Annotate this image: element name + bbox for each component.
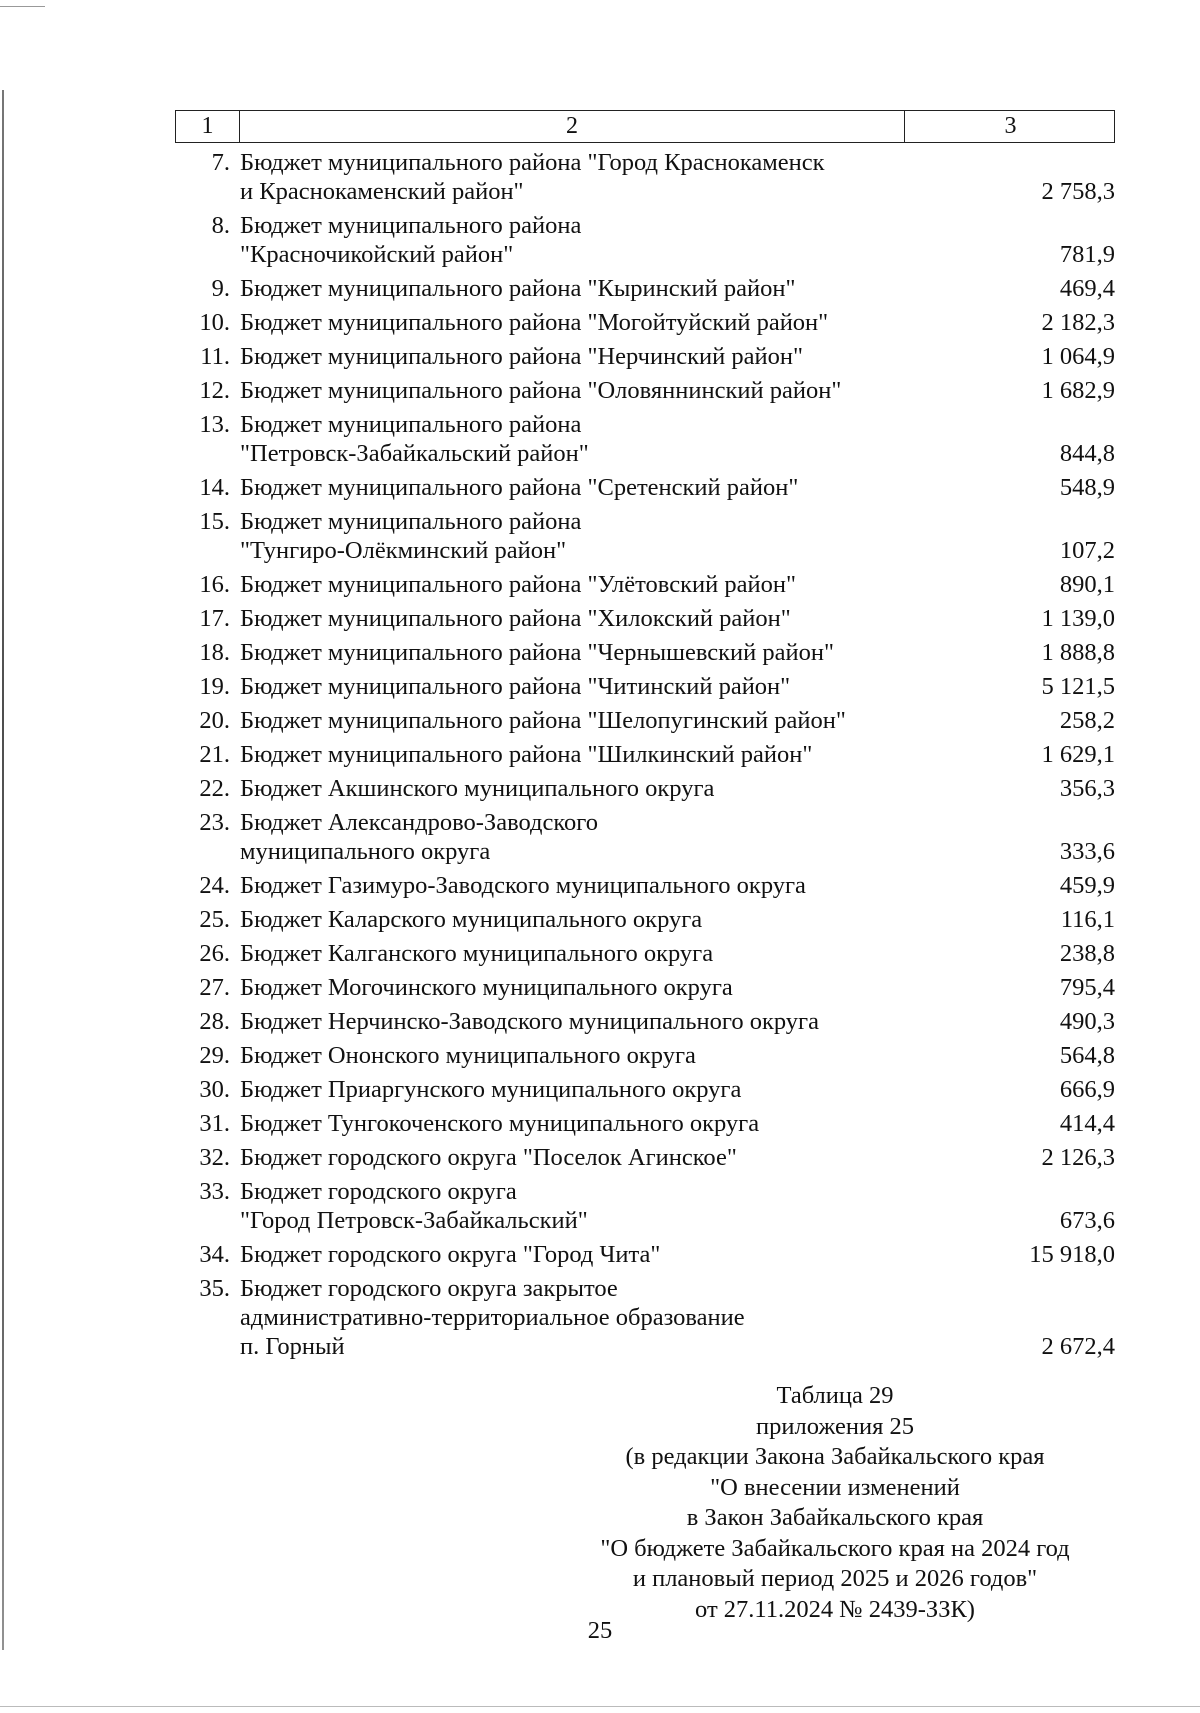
header-col-2: 2: [239, 111, 904, 142]
row-number: 31.: [199, 1110, 230, 1137]
row-name: Бюджет муниципального района "Улётовский район": [240, 571, 796, 598]
table-header: [175, 110, 1115, 143]
caption-line: от 27.11.2024 № 2439-ЗЗК): [695, 1595, 975, 1623]
row-name: Бюджет Александрово-Заводского муниципального округа: [240, 809, 598, 865]
row-value: 258,2: [1059, 707, 1115, 734]
row-value: 2 182,3: [1041, 309, 1115, 336]
row-number: 25.: [199, 906, 230, 933]
row-value: 107,2: [1059, 537, 1115, 564]
caption-line: "О бюджете Забайкальского края на 2024 год: [600, 1534, 1070, 1562]
table-row: [175, 1177, 1115, 1235]
row-number: 14.: [199, 474, 230, 501]
row-name: Бюджет муниципального района "Шилкинский район": [240, 741, 813, 768]
row-value: 890,1: [1059, 571, 1115, 598]
row-value: 844,8: [1059, 440, 1115, 467]
row-value: 781,9: [1059, 241, 1115, 268]
row-value: 5 121,5: [1041, 673, 1115, 700]
page-number: 25: [587, 1617, 613, 1644]
row-number: 13.: [199, 411, 230, 438]
table-row: [175, 808, 1115, 866]
row-value: 116,1: [1060, 906, 1115, 933]
row-number: 7.: [211, 149, 230, 176]
table-row: [175, 672, 1115, 701]
row-number: 30.: [199, 1076, 230, 1103]
row-number: 11.: [200, 343, 230, 370]
row-name: Бюджет муниципального района "Могойтуйский район": [240, 309, 829, 336]
row-value: 459,9: [1059, 872, 1115, 899]
row-number: 16.: [199, 571, 230, 598]
row-name: Бюджет Каларского муниципального округа: [240, 906, 703, 933]
table-row: [175, 473, 1115, 502]
row-value: 414,4: [1059, 1110, 1115, 1137]
table-row: [175, 973, 1115, 1002]
row-number: 34.: [199, 1241, 230, 1268]
row-value: 673,6: [1059, 1207, 1115, 1234]
row-name: Бюджет муниципального района "Петровск-Забайкальский район": [240, 411, 589, 467]
row-name: Бюджет муниципального района "Сретенский район": [240, 474, 799, 501]
row-name: Бюджет Могочинского муниципального округа: [240, 974, 733, 1001]
row-value: 333,6: [1059, 838, 1115, 865]
row-value: 1 629,1: [1041, 741, 1115, 768]
table-row: [175, 507, 1115, 565]
table-row: [175, 308, 1115, 337]
row-name: Бюджет муниципального района "Шелопугинский район": [240, 707, 846, 734]
table-row: [175, 1041, 1115, 1070]
row-name: Бюджет муниципального района "Чернышевский район": [240, 639, 834, 666]
row-number: 28.: [199, 1008, 230, 1035]
caption-line: (в редакции Закона Забайкальского края: [625, 1443, 1045, 1470]
table-row: [175, 871, 1115, 900]
caption-line: и плановый период 2025 и 2026 годов": [632, 1565, 1038, 1592]
row-name: Бюджет городского округа "Поселок Агинское": [240, 1144, 737, 1171]
row-name: Бюджет городского округа "Город Чита": [240, 1241, 661, 1268]
row-number: 8.: [211, 212, 230, 239]
row-name: Бюджет Тунгокоченского муниципального округа: [240, 1110, 760, 1137]
row-name: Бюджет Калганского муниципального округа: [240, 940, 714, 967]
row-name: Бюджет Акшинского муниципального округа: [240, 775, 715, 802]
table-row: [175, 1240, 1115, 1269]
row-number: 24.: [199, 872, 230, 899]
row-name: Бюджет Приаргунского муниципального округа: [240, 1076, 742, 1103]
table-row: [175, 740, 1115, 769]
row-number: 20.: [199, 707, 230, 734]
table-row: [175, 774, 1115, 803]
row-name: Бюджет городского округа закрытое административно-территориальное образование п. Горный: [240, 1275, 745, 1360]
scan-edge-bottom: [0, 1706, 1200, 1707]
table-row: [175, 638, 1115, 667]
table-row: [175, 604, 1115, 633]
row-name: Бюджет муниципального района "Кыринский район": [240, 275, 796, 302]
table-row: [175, 410, 1115, 468]
table-row: [175, 1109, 1115, 1138]
row-number: 21.: [199, 741, 230, 768]
row-value: 2 672,4: [1041, 1333, 1115, 1360]
row-number: 10.: [199, 309, 230, 336]
row-value: 1 139,0: [1041, 605, 1115, 632]
row-value: 356,3: [1059, 775, 1115, 802]
row-number: 27.: [199, 974, 230, 1001]
table-row: [175, 376, 1115, 405]
row-number: 23.: [199, 809, 230, 836]
row-number: 17.: [199, 605, 230, 632]
budget-table-body: [175, 148, 1115, 1366]
row-name: Бюджет муниципального района "Красночикойский район": [240, 212, 582, 268]
row-value: 2 126,3: [1041, 1144, 1115, 1171]
row-name: Бюджет городского округа "Город Петровск-Забайкальский": [240, 1178, 588, 1234]
table-row: [175, 570, 1115, 599]
caption-line: приложения 25: [756, 1412, 914, 1440]
caption-line: Таблица 29: [776, 1382, 894, 1409]
row-value: 548,9: [1059, 474, 1115, 501]
caption-line: "О внесении изменений: [710, 1473, 960, 1501]
row-value: 1 888,8: [1041, 639, 1115, 666]
row-number: 33.: [199, 1178, 230, 1205]
row-value: 490,3: [1059, 1008, 1115, 1035]
scan-edge-top: [0, 6, 45, 7]
row-name: Бюджет муниципального района "Тунгиро-Олёкминский район": [240, 508, 582, 564]
table-row: [175, 148, 1115, 206]
row-value: 469,4: [1059, 275, 1115, 302]
table-row: [175, 1007, 1115, 1036]
table-row: [175, 706, 1115, 735]
table-row: [175, 905, 1115, 934]
table-row: [175, 1075, 1115, 1104]
table-row: [175, 211, 1115, 269]
row-value: 15 918,0: [1029, 1241, 1115, 1268]
table-row: [175, 1143, 1115, 1172]
row-number: 18.: [199, 639, 230, 666]
row-name: Бюджет муниципального района "Нерчинский район": [240, 343, 803, 370]
table-row: [175, 274, 1115, 303]
row-number: 19.: [199, 673, 230, 700]
row-number: 26.: [199, 940, 230, 967]
row-value: 666,9: [1059, 1076, 1115, 1103]
row-number: 32.: [199, 1144, 230, 1171]
row-number: 15.: [199, 508, 230, 535]
row-number: 35.: [199, 1275, 230, 1302]
row-name: Бюджет муниципального района "Оловяннинский район": [240, 377, 842, 404]
caption-line: в Закон Забайкальского края: [686, 1504, 984, 1531]
header-col-3: 3: [904, 111, 1116, 142]
table-caption: [600, 1381, 1070, 1625]
table-row: [175, 342, 1115, 371]
scan-edge-left: [2, 90, 4, 1650]
row-number: 29.: [199, 1042, 230, 1069]
table-row: [175, 939, 1115, 968]
row-value: 564,8: [1059, 1042, 1115, 1069]
row-number: 22.: [199, 775, 230, 802]
row-value: 795,4: [1059, 974, 1115, 1001]
table-row: [175, 1274, 1115, 1361]
row-name: Бюджет муниципального района "Читинский район": [240, 673, 791, 700]
row-value: 1 682,9: [1041, 377, 1115, 404]
row-number: 9.: [211, 275, 230, 302]
header-col-1: 1: [201, 113, 214, 139]
row-number: 12.: [199, 377, 230, 404]
row-name: Бюджет Газимуро-Заводского муниципального округа: [240, 872, 806, 899]
row-name: Бюджет Нерчинско-Заводского муниципального округа: [240, 1008, 819, 1035]
row-value: 238,8: [1059, 940, 1115, 967]
row-value: 2 758,3: [1041, 178, 1115, 205]
row-name: Бюджет муниципального района "Хилокский район": [240, 605, 791, 632]
row-value: 1 064,9: [1041, 343, 1115, 370]
row-name: Бюджет Ононского муниципального округа: [240, 1042, 696, 1069]
row-name: Бюджет муниципального района "Город Краснокаменск и Краснокаменский район": [240, 149, 825, 205]
